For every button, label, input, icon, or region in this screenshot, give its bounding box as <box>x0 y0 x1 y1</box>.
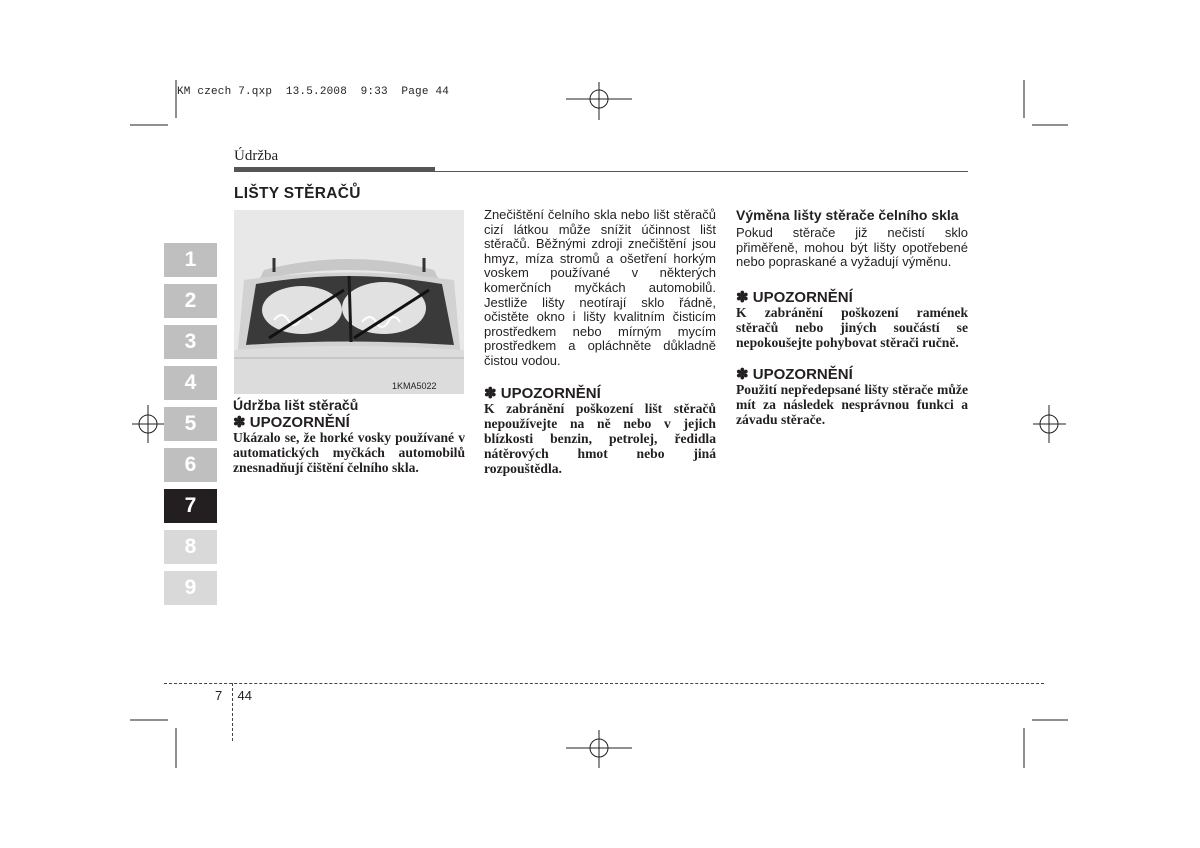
warning-text: Ukázalo se, že horké vosky používané v automatických myčkách automobilů znesnadňují čištění čelního skla. <box>233 430 465 475</box>
chapter-number: 7 <box>215 688 223 703</box>
windshield-illustration <box>234 210 464 394</box>
warning-text: K zabránění poškození ramének stěračů nebo jiných součástí se nepokoušejte pohybovat stěrači ručně. <box>736 304 968 350</box>
chapter-tab-5[interactable]: 5 <box>164 407 217 441</box>
page-number-value: 44 <box>237 688 252 703</box>
warning-text: Použití nepředepsané lišty stěrače může mít za následek nesprávnou funkci a závadu stěrače. <box>736 381 968 427</box>
replacement-body: Pokud stěrače již nečistí sklo přiměřeně, mohou být lišty opotřebené nebo popraskané a vyžadují výměnu. <box>736 225 968 270</box>
page-title: LIŠTY STĚRAČŮ <box>234 185 361 202</box>
replacement-heading: Výměna lišty stěrače čelního skla <box>736 207 959 223</box>
column-3 <box>736 208 968 427</box>
chapter-tab-1[interactable]: 1 <box>164 243 217 277</box>
chapter-tab-8[interactable]: 8 <box>164 530 217 564</box>
chapter-tab-4[interactable]: 4 <box>164 366 217 400</box>
warning-text: K zabránění poškození lišt stěračů nepoužívejte na ně nebo v jejich blízkosti benzin, petrolej, ředidla nátěrových hmot nebo jiná rozpouštědla. <box>484 400 716 476</box>
section-title: Údržba <box>234 148 279 164</box>
warning-title: ✽ UPOZORNĚNÍ <box>233 414 350 431</box>
column-2 <box>484 208 716 476</box>
column-1 <box>233 398 465 475</box>
chapter-tab-7[interactable]: 7 <box>164 489 217 523</box>
page-number <box>215 688 252 703</box>
cleaning-body: Znečištění čelního skla nebo lišt stěračů cizí látkou může snížit účinnost lišt stěračů. Běžnými zdroji znečištění jsou hmyz, míza stromů a ošetření horkým voskem používané v některých komerčních myčkách automobilů. Jestliže lišty neotírají sklo řádně, očistěte okno i lišty kvalitním čisticím prostředkem nebo mírným mycím prostředkem a opláchněte důkladně čistou vodou. <box>484 207 716 368</box>
chapter-tab-2[interactable]: 2 <box>164 284 217 318</box>
wiper-photo <box>234 210 464 394</box>
maintenance-heading: Údržba lišt stěračů <box>233 397 359 413</box>
printer-slug: KM czech 7.qxp 13.5.2008 9:33 Page 44 <box>177 86 450 98</box>
figure-code: 1KMA5022 <box>392 381 437 391</box>
warning-title: ✽ UPOZORNĚNÍ <box>484 384 601 402</box>
chapter-tab-9[interactable]: 9 <box>164 571 217 605</box>
chapter-tab-3[interactable]: 3 <box>164 325 217 359</box>
footer-rule <box>164 683 1044 684</box>
warning-title: ✽ UPOZORNĚNÍ <box>736 288 853 306</box>
header-rule <box>234 171 968 172</box>
warning-title: ✽ UPOZORNĚNÍ <box>736 365 853 383</box>
chapter-tab-6[interactable]: 6 <box>164 448 217 482</box>
